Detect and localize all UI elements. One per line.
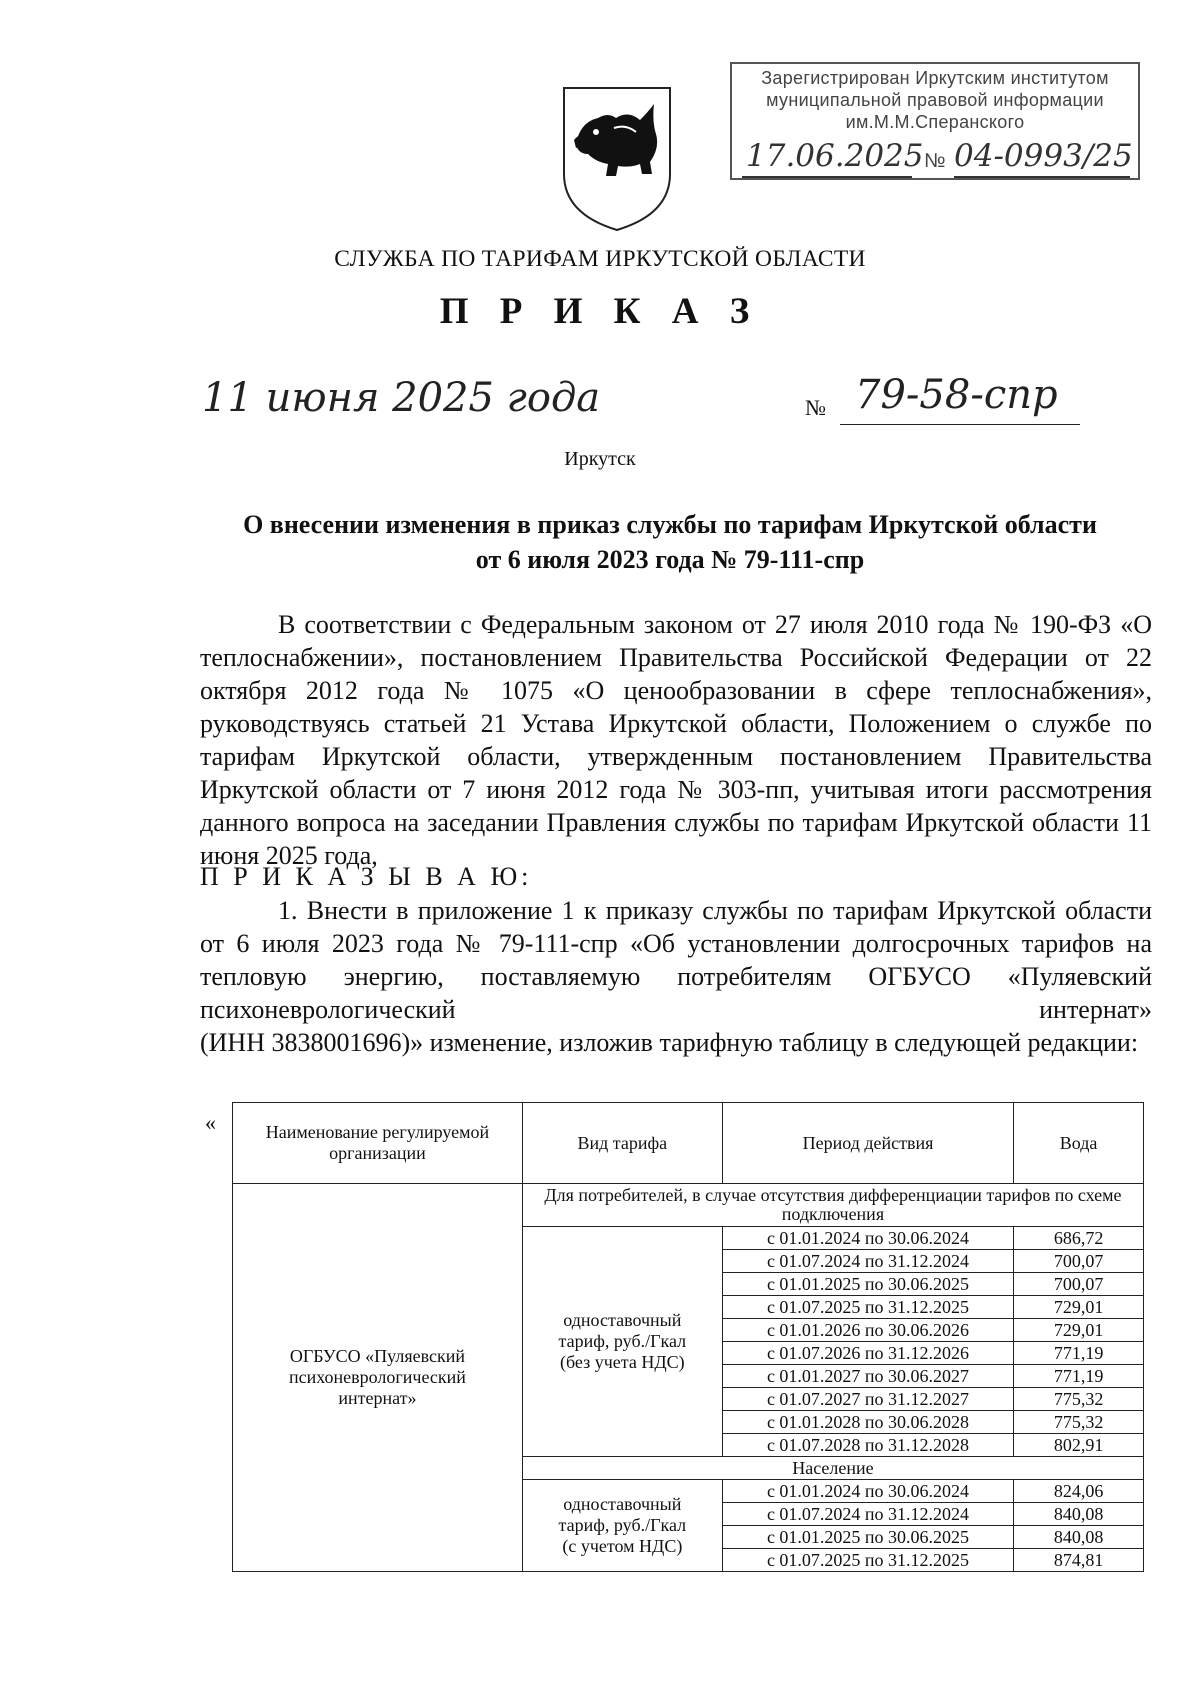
order-number-handwritten: 79-58-спр [855, 372, 1058, 418]
value-cell: 771,19 [1014, 1365, 1144, 1388]
value-cell: 771,19 [1014, 1342, 1144, 1365]
period-cell: с 01.07.2024 по 31.12.2024 [722, 1250, 1013, 1273]
organization-cell: ОГБУСО «Пуляевский психоневрологический интернат» [233, 1184, 523, 1572]
period-cell: с 01.01.2025 по 30.06.2025 [722, 1273, 1013, 1296]
stamp-line-3: им.М.М.Сперанского [845, 112, 1025, 132]
period-cell: с 01.07.2026 по 31.12.2026 [722, 1342, 1013, 1365]
document-title-line-2: от 6 июля 2023 года № 79-111-спр [475, 545, 865, 574]
item-1-paragraph: 1. Внести в приложение 1 к приказу службы по тарифам Иркутской области от 6 июля 2023 года № 79-111-спр «Об установлении долгосрочных тарифов на тепловую энергию, поставляемую потребителям ОГБУСО «Пуляевский психоневрологический интернат» [200, 896, 1152, 1024]
stamp-date-underline [742, 176, 912, 178]
value-cell: 729,01 [1014, 1296, 1144, 1319]
period-cell: с 01.07.2028 по 31.12.2028 [722, 1434, 1013, 1457]
stamp-number-label: № [924, 150, 946, 172]
period-cell: с 01.01.2025 по 30.06.2025 [722, 1526, 1013, 1549]
stamp-registration-number: 04-0993/25 [954, 138, 1133, 174]
col-header-period: Период действия [722, 1103, 1013, 1184]
value-cell: 824,06 [1014, 1480, 1144, 1503]
value-cell: 775,32 [1014, 1411, 1144, 1434]
period-cell: с 01.07.2024 по 31.12.2024 [722, 1503, 1013, 1526]
value-cell: 874,81 [1014, 1549, 1144, 1572]
tariff-table [232, 1102, 1144, 1572]
value-cell: 775,32 [1014, 1388, 1144, 1411]
col-header-tariff-type: Вид тарифа [522, 1103, 722, 1184]
tariff-table-header-row [233, 1103, 1144, 1184]
value-cell: 686,72 [1014, 1227, 1144, 1250]
period-cell: с 01.01.2024 по 30.06.2024 [722, 1227, 1013, 1250]
preamble-paragraph: В соответствии с Федеральным законом от 27 июля 2010 года № 190-ФЗ «О теплоснабжении», постановлением Правительства Российской Федерации от 22 октября 2012 года № 1075 «О ценообразовании в сфере теплоснабжения», руководствуясь статьей 21 Устава Иркутской области, Положением о службе по тарифам Иркутской области, утвержденным постановлением Правительства Иркутской области от 7 июня 2012 года № 303-пп, учитывая итоги рассмотрения данного вопроса на заседании Правления службы по тарифам Иркутской области 11 июня 2025 года, [200, 610, 1152, 870]
group-title-1: Для потребителей, в случае отсутствия дифференциации тарифов по схеме подключения [522, 1184, 1143, 1227]
agency-name: СЛУЖБА ПО ТАРИФАМ ИРКУТСКОЙ ОБЛАСТИ [334, 246, 866, 272]
period-cell: с 01.07.2025 по 31.12.2025 [722, 1549, 1013, 1572]
period-cell: с 01.07.2025 по 31.12.2025 [722, 1296, 1013, 1319]
period-cell: с 01.01.2028 по 30.06.2028 [722, 1411, 1013, 1434]
order-word: П Р И К А З Ы В А Ю: [200, 862, 533, 891]
document-type-title: П Р И К А З [439, 291, 761, 332]
order-number-underline [840, 424, 1080, 425]
tariff-type-cell-1: одноставочный тариф, руб./Гкал (без учета НДС) [522, 1227, 722, 1457]
value-cell: 802,91 [1014, 1434, 1144, 1457]
period-cell: с 01.07.2027 по 31.12.2027 [722, 1388, 1013, 1411]
value-cell: 840,08 [1014, 1526, 1144, 1549]
stamp-line-1: Зарегистрирован Иркутским институтом [761, 68, 1109, 88]
stamp-number-underline [954, 176, 1130, 178]
stamp-registration-date: 17.06.2025 [746, 138, 924, 174]
col-header-water: Вода [1014, 1103, 1144, 1184]
value-cell: 729,01 [1014, 1319, 1144, 1342]
opening-quote-mark: « [205, 1110, 216, 1135]
document-title-line-1: О внесении изменения в приказ службы по тарифам Иркутской области [243, 510, 1097, 539]
value-cell: 840,08 [1014, 1503, 1144, 1526]
order-number-label: № [805, 395, 826, 420]
tariff-type-cell-2: одноставочный тариф, руб./Гкал (с учетом НДС) [522, 1480, 722, 1572]
order-date-handwritten: 11 июня 2025 года [202, 375, 601, 421]
coat-of-arms-emblem [556, 82, 678, 234]
period-cell: с 01.01.2024 по 30.06.2024 [722, 1480, 1013, 1503]
period-cell: с 01.01.2026 по 30.06.2026 [722, 1319, 1013, 1342]
city-name: Иркутск [564, 448, 636, 470]
registration-stamp [730, 62, 1140, 180]
value-cell: 700,07 [1014, 1273, 1144, 1296]
item-1-paragraph-end: (ИНН 3838001696)» изменение, изложив тарифную таблицу в следующей редакции: [200, 1028, 1139, 1057]
period-cell: с 01.01.2027 по 30.06.2027 [722, 1365, 1013, 1388]
col-header-organization: Наименование регулируемой организации [233, 1103, 523, 1184]
stamp-line-2: муниципальной правовой информации [766, 90, 1104, 110]
group-title-2: Население [522, 1457, 1143, 1480]
value-cell: 700,07 [1014, 1250, 1144, 1273]
